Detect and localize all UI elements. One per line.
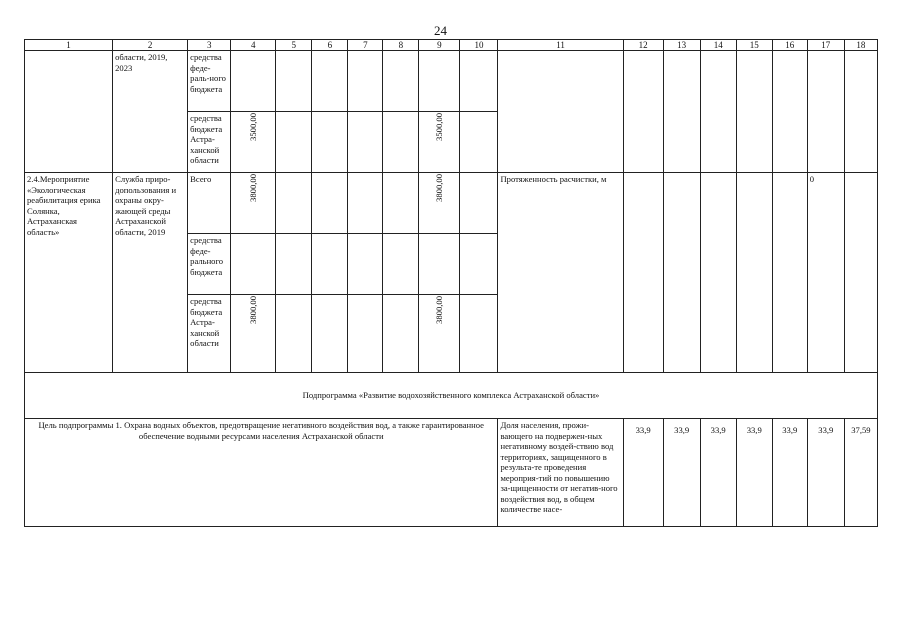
goal-row bbox=[25, 419, 878, 527]
amount-year-cell bbox=[419, 234, 460, 295]
header-cell: 7 bbox=[348, 40, 383, 51]
indicator-value-cell: 33,9 bbox=[623, 419, 663, 527]
indicator-value-cell: 33,9 bbox=[772, 419, 807, 527]
amount-total-cell: 3800,00 bbox=[231, 295, 276, 373]
amount-total-cell bbox=[231, 234, 276, 295]
header-cell: 9 bbox=[419, 40, 460, 51]
funding-source-cell: Всего bbox=[188, 173, 231, 234]
amount-year-cell: 3500,00 bbox=[419, 112, 460, 173]
header-cell: 4 bbox=[231, 40, 276, 51]
header-row bbox=[25, 40, 878, 51]
header-cell: 12 bbox=[623, 40, 663, 51]
header-cell: 17 bbox=[807, 40, 844, 51]
header-cell: 11 bbox=[498, 40, 623, 51]
indicator-cell bbox=[498, 51, 623, 173]
indicator-value-cell: 33,9 bbox=[807, 419, 844, 527]
executor-cell: Служба приро-допользования и охраны окру-жающей среды Астраханской области, 2019 bbox=[113, 173, 188, 373]
table-row bbox=[25, 51, 878, 112]
header-cell: 10 bbox=[460, 40, 498, 51]
header-cell: 13 bbox=[663, 40, 700, 51]
subprogram-title: Подпрограмма «Развитие водохозяйственного комплекса Астраханской области» bbox=[25, 373, 878, 419]
funding-source-cell: средства бюджета Астра-ханской области bbox=[188, 112, 231, 173]
measure-cell: 2.4.Мероприятие «Экологическая реабилитация ерика Солянка, Астраханская область» bbox=[25, 173, 113, 373]
measure-cell bbox=[25, 51, 113, 173]
amount-year-cell: 3800,00 bbox=[419, 173, 460, 234]
amount-year-cell: 3800,00 bbox=[419, 295, 460, 373]
header-cell: 2 bbox=[113, 40, 188, 51]
subprogram-row bbox=[25, 373, 878, 419]
indicator-cell: Доля населения, прожи-вающего на подвержен-ных негативному воздей-ствию вод территориях, защищенного в результа-те проведения мероприя-тий по повышению за-щищенности от негатив-ного воздействия вод, в общем количестве насе- bbox=[498, 419, 623, 527]
header-cell: 5 bbox=[276, 40, 312, 51]
amount-year-cell bbox=[419, 51, 460, 112]
goal-text: Цель подпрограммы 1. Охрана водных объектов, предотвращение негативного воздействия вод, а также гарантированное обеспечение водными ресурсами населения Астраханской области bbox=[25, 419, 498, 527]
funding-source-cell: средства феде-рального бюджета bbox=[188, 234, 231, 295]
amount-total-cell: 3800,00 bbox=[231, 173, 276, 234]
indicator-value-cell: 33,9 bbox=[736, 419, 772, 527]
header-cell: 6 bbox=[312, 40, 348, 51]
header-cell: 16 bbox=[772, 40, 807, 51]
page-number: 24 bbox=[434, 23, 447, 38]
header-cell: 14 bbox=[700, 40, 736, 51]
indicator-value-cell: 0 bbox=[807, 173, 844, 373]
amount-total-cell bbox=[231, 51, 276, 112]
funding-source-cell: средства феде-раль-ного бюджета bbox=[188, 51, 231, 112]
indicator-value-cell: 33,9 bbox=[700, 419, 736, 527]
program-table bbox=[24, 39, 878, 527]
indicator-value-cell: 37,59 bbox=[844, 419, 877, 527]
header-cell: 3 bbox=[188, 40, 231, 51]
header-cell: 8 bbox=[383, 40, 419, 51]
funding-source-cell: средства бюджета Астра-ханской области bbox=[188, 295, 231, 373]
table-row bbox=[25, 173, 878, 234]
executor-cell: области, 2019, 2023 bbox=[113, 51, 188, 173]
indicator-value-cell: 33,9 bbox=[663, 419, 700, 527]
header-cell: 1 bbox=[25, 40, 113, 51]
header-cell: 15 bbox=[736, 40, 772, 51]
indicator-cell: Протяженность расчистки, м bbox=[498, 173, 623, 373]
amount-total-cell: 3500,00 bbox=[231, 112, 276, 173]
header-cell: 18 bbox=[844, 40, 877, 51]
